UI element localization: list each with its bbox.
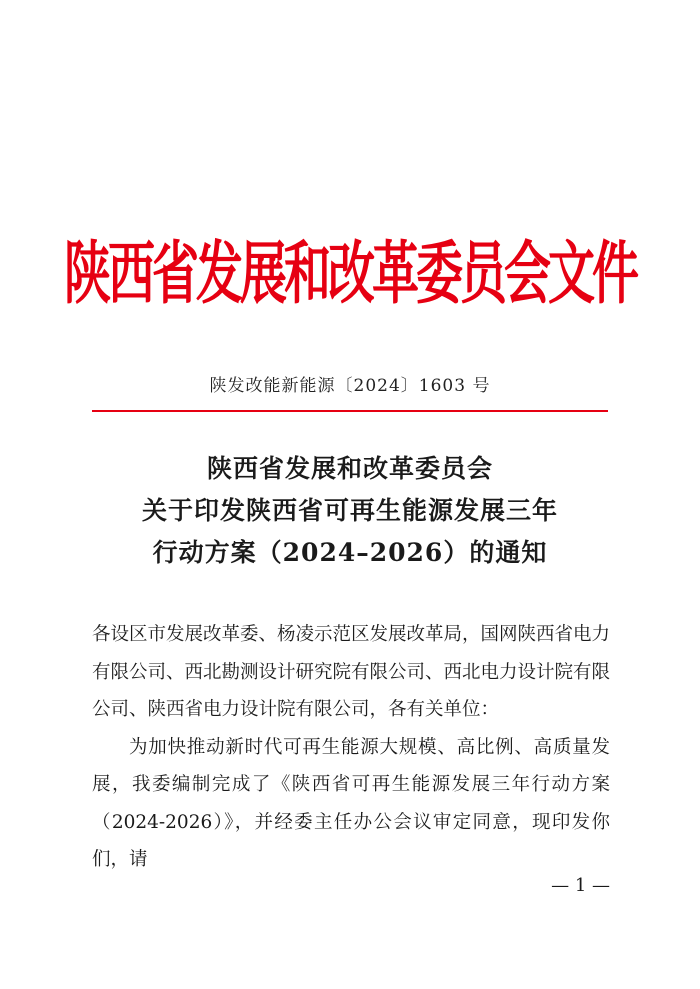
masthead-title: 陕西省发展和改革委员会文件: [64, 234, 636, 315]
document-number: 陕发改能新能源〔2024〕1603 号: [209, 376, 491, 396]
notice-title: [0, 448, 700, 574]
title-line-3: 行动方案（2024–2026）的通知: [152, 538, 548, 567]
page-number: — 1 —: [551, 875, 610, 896]
body-paragraph-1: 为加快推动新时代可再生能源大规模、高比例、高质量发展，我委编制完成了《陕西省可再生能源发展三年行动方案（2024-2026）》，并经委主任办公会议审定同意，现印发你们，请: [92, 736, 610, 870]
recipients-paragraph: 各设区市发展改革委、杨凌示范区发展改革局，国网陕西省电力有限公司、西北勘测设计研究院有限公司、西北电力设计院有限公司、陕西省电力设计院有限公司，各有关单位：: [92, 624, 611, 720]
title-line-1: 陕西省发展和改革委员会: [206, 454, 493, 483]
title-line-2: 关于印发陕西省可再生能源发展三年: [141, 496, 558, 525]
red-divider-line: [92, 410, 608, 412]
body-text: [92, 616, 610, 879]
